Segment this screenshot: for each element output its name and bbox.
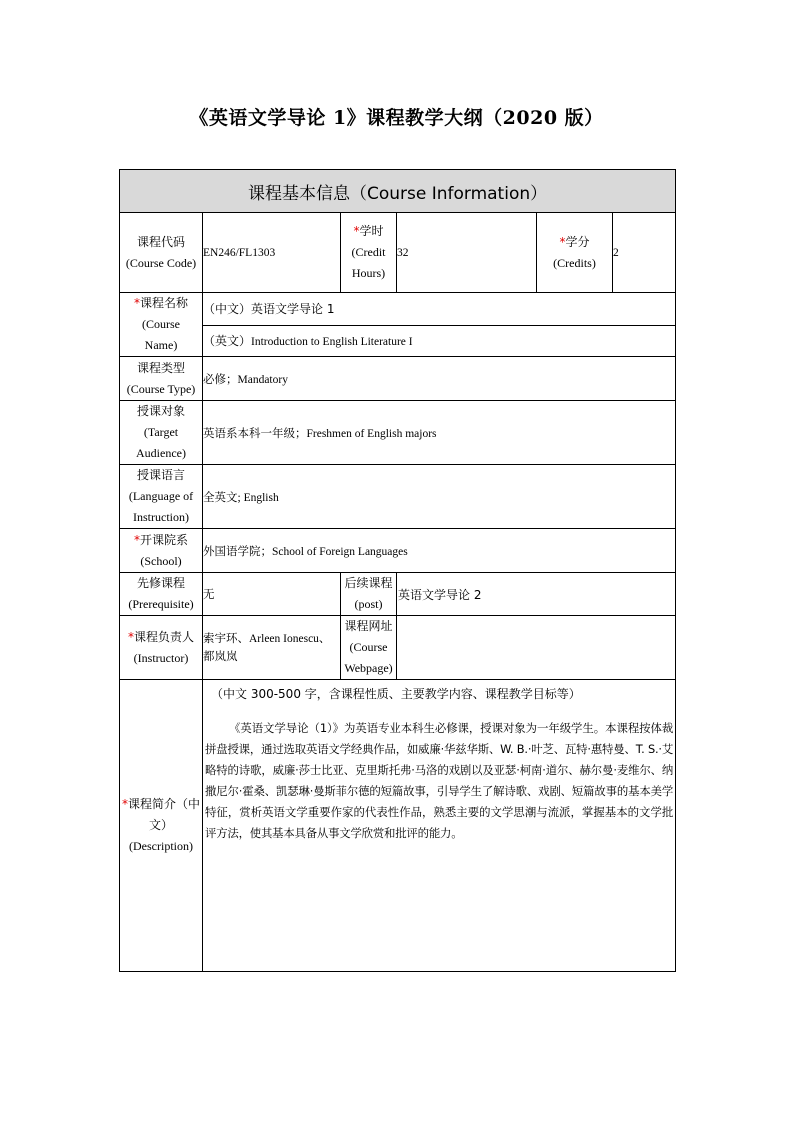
post-value: 英语文学导论 2 [397, 573, 676, 616]
description-content [203, 680, 676, 972]
description-label: *课程简介（中 文） (Description) [120, 680, 203, 972]
course-info-table [119, 169, 676, 972]
school-value: 外国语学院；School of Foreign Languages [203, 529, 676, 573]
course-name-label: *课程名称 (Course Name) [120, 293, 203, 357]
description-body: 《英语文学导论（1）》为英语专业本科生必修课，授课对象为一年级学生。本课程按体裁拼盘授课，通过选取英语文学经典作品，如威廉·华兹华斯、W. B.·叶芝、瓦特·惠特曼、T. S.·艾略特的诗歌，威廉·莎士比亚、克里斯托弗·马洛的戏剧以及亚瑟·柯南·道尔、赫尔曼·麦维尔、纳撒尼尔·霍桑、凯瑟琳·曼斯菲尔德的短篇故事，引导学生了解诗歌、戏剧、短篇故事的基本美学特征，赏析英语文学重要作家的代表性作品，熟悉主要的文学思潮与流派，掌握基本的文学批评方法，使其基本具备从事文学欣赏和批评的能力。 [205, 721, 674, 840]
credits-value: 2 [613, 213, 676, 293]
prerequisite-label: 先修课程 (Prerequisite) [120, 573, 203, 616]
post-label: 后续课程 (post) [341, 573, 397, 616]
hours-value: 32 [397, 213, 537, 293]
audience-value: 英语系本科一年级；Freshmen of English majors [203, 401, 676, 465]
course-type-value: 必修；Mandatory [203, 357, 676, 401]
description-note: （中文 300-500 字，含课程性质、主要教学内容、课程教学目标等） [211, 687, 581, 701]
course-code-label: 课程代码 (Course Code) [120, 213, 203, 293]
school-label: *开课院系 (School) [120, 529, 203, 573]
prerequisite-value: 无 [203, 573, 341, 616]
page-title: 《英语文学导论 1》课程教学大纲（2020 版） [189, 107, 604, 129]
instructor-label: *课程负责人 (Instructor) [120, 616, 203, 680]
webpage-value [397, 616, 676, 680]
webpage-label: 课程网址 (Course Webpage) [341, 616, 397, 680]
instructor-value: 索宇环、Arleen Ionescu、 都岚岚 [203, 616, 341, 680]
table-header: 课程基本信息（Course Information） [120, 170, 676, 213]
language-label: 授课语言 (Language of Instruction) [120, 465, 203, 529]
course-type-label: 课程类型 (Course Type) [120, 357, 203, 401]
audience-label: 授课对象 (Target Audience) [120, 401, 203, 465]
course-name-cn: （中文）英语文学导论 1 [203, 293, 676, 326]
hours-label: *学时 (Credit Hours) [341, 213, 397, 293]
credits-label: *学分 (Credits) [537, 213, 613, 293]
language-value: 全英文; English [203, 465, 676, 529]
course-code-value: EN246/FL1303 [203, 213, 341, 293]
course-name-en: （英文）Introduction to English Literature I [203, 325, 676, 357]
